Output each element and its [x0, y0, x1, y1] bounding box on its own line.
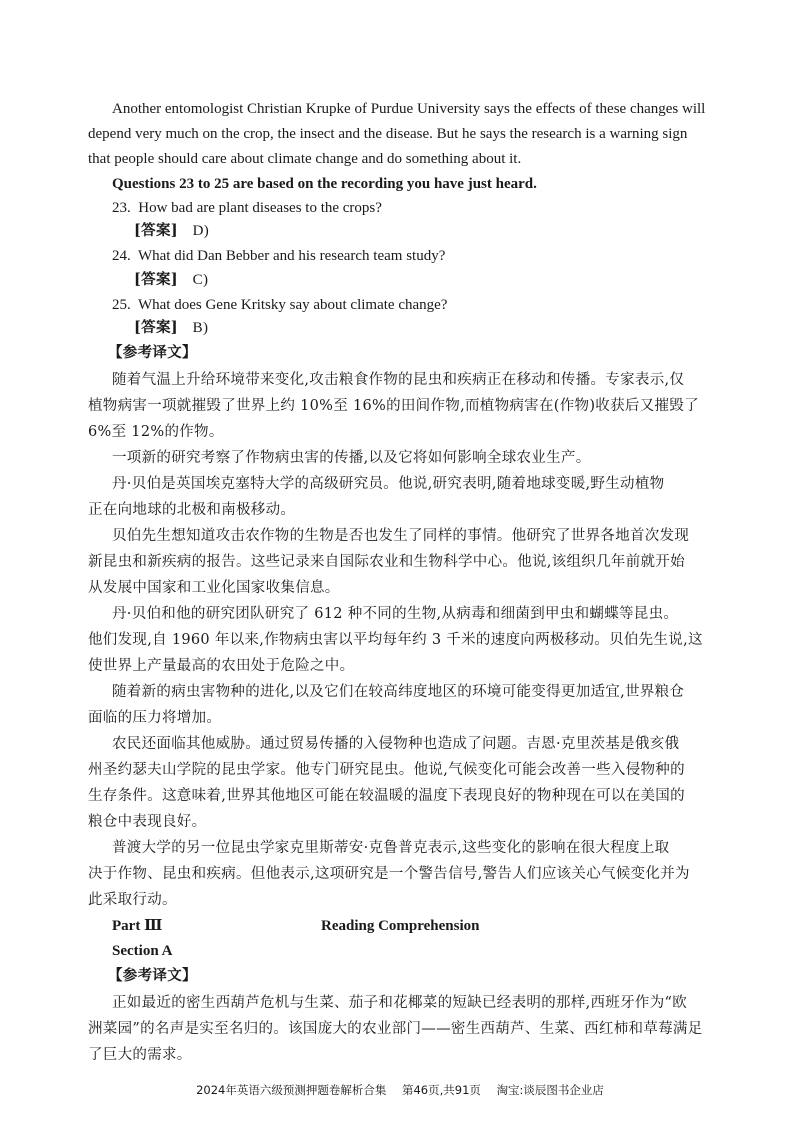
translation-line-6: 正在向地球的北极和南极移动。 — [88, 502, 296, 518]
question-24 — [112, 246, 445, 266]
translation-line-20: 决于作物、昆虫和疾病。但他表示,这项研究是一个警告信号,警告人们应该关心气候变化并为 — [88, 866, 690, 882]
translation-heading-2: 【参考译文】 — [108, 967, 197, 984]
answer-24 — [134, 270, 208, 290]
question-25 — [112, 295, 447, 315]
answer-value: D) — [192, 223, 210, 239]
question-text: What did Dan Bebber and his research team study? — [137, 248, 446, 264]
answer-value: C) — [192, 272, 209, 288]
translation-line-15: 农民还面临其他威胁。通过贸易传播的入侵物种也造成了问题。吉恩·克里茨基是俄亥俄 — [112, 736, 680, 752]
translation-line-7: 贝伯先生想知道攻击农作物的生物是否也发生了同样的事情。他研究了世界各地首次发现 — [112, 528, 690, 544]
translation-line-19: 普渡大学的另一位昆虫学家克里斯蒂安·克鲁普克表示,这些变化的影响在很大程度上取 — [112, 840, 670, 856]
answer-25 — [134, 318, 208, 338]
answer-label: [答案] — [134, 222, 178, 239]
footer-shop: 淘宝:谈辰图书企业店 — [496, 1083, 604, 1097]
questions-heading: Questions 23 to 25 are based on the recording you have just heard. — [112, 176, 537, 192]
page-footer — [0, 1082, 800, 1098]
translation-line-14: 面临的压力将增加。 — [88, 710, 222, 726]
question-23 — [112, 198, 382, 218]
translation-line-17: 生存条件。这意味着,世界其他地区可能在较温暖的温度下表现良好的物种现在可以在美国的 — [88, 788, 685, 804]
translation-line-2: 植物病害一项就摧毁了世界上约 10%至 16%的田间作物,而植物病害在(作物)收获后又摧毁了 — [88, 398, 699, 414]
answer-23 — [134, 221, 209, 241]
translation-line-5: 丹·贝伯是英国埃克塞特大学的高级研究员。他说,研究表明,随着地球变暖,野生动植物 — [112, 476, 665, 492]
translation-line-10: 丹·贝伯和他的研究团队研究了 612 种不同的生物,从病毒和细菌到甲虫和蝴蝶等昆虫。 — [112, 606, 679, 622]
footer-page-number: 第46页,共91页 — [401, 1083, 481, 1097]
question-text: How bad are plant diseases to the crops? — [138, 200, 382, 216]
question-number: 23. — [112, 200, 131, 216]
translation2-line-2: 洲菜园”的名声是实至名归的。该国庞大的农业部门——密生西葫芦、生菜、西红柿和草莓满足 — [88, 1021, 703, 1037]
english-line-3: that people should care about climate change and do something about it. — [88, 151, 522, 167]
answer-label: [答案] — [134, 319, 178, 336]
footer-book-title: 2024年英语六级预测押题卷解析合集 — [196, 1083, 387, 1097]
english-line-2: depend very much on the crop, the insect and the disease. But he says the research is a warning sign — [88, 126, 688, 142]
translation-line-1: 随着气温上升给环境带来变化,攻击粮食作物的昆虫和疾病正在移动和传播。专家表示,仅 — [112, 372, 685, 388]
question-number: 24. — [112, 248, 131, 264]
question-number: 25. — [112, 297, 131, 313]
section-label: Section A — [112, 943, 173, 959]
translation-line-11: 他们发现,自 1960 年以来,作物病虫害以平均每年约 3 千米的速度向两极移动。贝伯先生说,这 — [88, 632, 703, 648]
translation-line-12: 使世界上产量最高的农田处于危险之中。 — [88, 658, 355, 674]
question-text: What does Gene Kritsky say about climate change? — [137, 297, 448, 313]
english-line-1: Another entomologist Christian Krupke of Purdue University says the effects of these changes will — [112, 101, 706, 117]
translation2-line-1: 正如最近的密生西葫芦危机与生菜、茄子和花椰菜的短缺已经表明的那样,西班牙作为“欧 — [112, 995, 688, 1011]
translation-line-4: 一项新的研究考察了作物病虫害的传播,以及它将如何影响全球农业生产。 — [112, 450, 591, 466]
translation-line-13: 随着新的病虫害物种的进化,以及它们在较高纬度地区的环境可能变得更加适宜,世界粮仓 — [112, 684, 685, 700]
translation2-line-3: 了巨大的需求。 — [88, 1047, 192, 1063]
answer-label: [答案] — [134, 271, 178, 288]
translation-line-3: 6%至 12%的作物。 — [88, 424, 224, 440]
translation-line-16: 州圣约瑟夫山学院的昆虫学家。他专门研究昆虫。他说,气候变化可能会改善一些入侵物种的 — [88, 762, 685, 778]
part-label: Part Ⅲ — [112, 918, 163, 934]
part-title: Reading Comprehension — [321, 918, 480, 934]
translation-line-8: 新昆虫和新疾病的报告。这些记录来自国际农业和生物科学中心。他说,该组织几年前就开始 — [88, 554, 685, 570]
translation-line-21: 此采取行动。 — [88, 892, 177, 908]
translation-line-9: 从发展中国家和工业化国家收集信息。 — [88, 580, 340, 596]
translation-line-18: 粮仓中表现良好。 — [88, 814, 207, 830]
translation-heading: 【参考译文】 — [108, 344, 197, 361]
answer-value: B) — [192, 320, 209, 336]
